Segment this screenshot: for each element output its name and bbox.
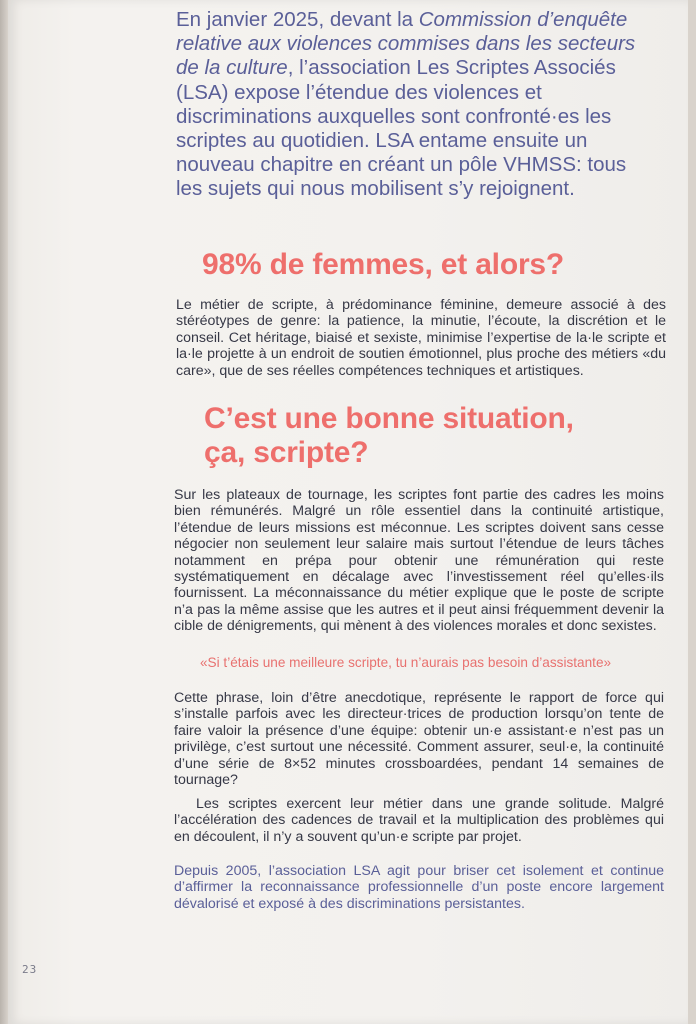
pull-quote: «Si t’étais une meilleure scripte, tu n’aurais pas besoin d’assistante» xyxy=(200,655,612,670)
commission-title: Commission d’enquête relative aux violences commises dans les secteurs de la culture xyxy=(176,8,636,80)
page-number: 23 xyxy=(22,963,38,976)
heading-line-2: ça, scripte? xyxy=(204,436,369,469)
section-heading-situation xyxy=(204,402,574,470)
intro-text-start: En janvier 2025, devant la xyxy=(176,8,419,31)
section-situation-paragraph-1: Sur les plateaux de tournage, les scriptes font partie des cadres les moins bien rémunérés. Malgré un rôle essentiel dans la continuité artistique, l’étendue de leurs missions est méconnue. Les scriptes doivent sans cesse négocier non seulement leur salaire mais surtout l’étendue de leurs tâches notamment en prépa pour obtenir une rémunération qui reste systématiquement en décalage avec l’investissement réel qu’elles·ils fournissent. La méconnaissance du métier explique que le poste de scripte n’a pas la même assise que les autres et il peut ainsi fréquemment devenir la cible de dénigrements, qui mènent à des violences morales et donc sexistes. xyxy=(174,487,664,635)
section-heading-women: 98% de femmes, et alors? xyxy=(202,248,565,281)
section-situation-paragraph-2: Cette phrase, loin d’être anecdotique, représente le rapport de force qui s’installe parfois avec les directeur·trices de production lorsqu’on tente de faire valoir la présence d’une équipe: obtenir un·e assistant·e n’est pas un privilège, c’est surtout une nécessité. Comment assurer, seul·e, la continuité d’une série de 8×52 minutes crossboardées, pendant 14 semaines de tournage? xyxy=(174,690,664,789)
section-situation-paragraph-3: Les scriptes exercent leur métier dans une grande solitude. Malgré l’accélération des cadences de travail et la multiplication des problèmes qui en découlent, il n’y a souvent qu’un·e scripte par projet. xyxy=(174,796,664,845)
intro-text-end: , l’association Les Scriptes Associés (LSA) expose l’étendue des violences et discriminations auxquelles sont confronté·es les scriptes au quotidien. LSA entame ensuite un nouveau chapitre en créant un pôle VHMSS: tous les sujets qui nous mobilisent s’y rejoignent. xyxy=(176,56,627,201)
page-binding xyxy=(0,0,8,1024)
heading-line-1: C’est une bonne situation, xyxy=(204,402,574,435)
closing-paragraph: Depuis 2005, l’association LSA agit pour briser cet isolement et continue d’affirmer la reconnaissance professionnelle d’un poste encore largement dévalorisé et exposé à des discriminations persistantes. xyxy=(174,863,664,912)
section-women-paragraph: Le métier de scripte, à prédominance féminine, demeure associé à des stéréotypes de genre: la patience, la minutie, l’écoute, la discrétion et le conseil. Cet héritage, biaisé et sexiste, minimise l’expertise de la·le scripte et la·le projette à un endroit de soutien émotionnel, plus proche des métiers «du care», que de ses réelles compétences techniques et artistiques. xyxy=(176,297,666,379)
intro-paragraph xyxy=(176,8,646,202)
